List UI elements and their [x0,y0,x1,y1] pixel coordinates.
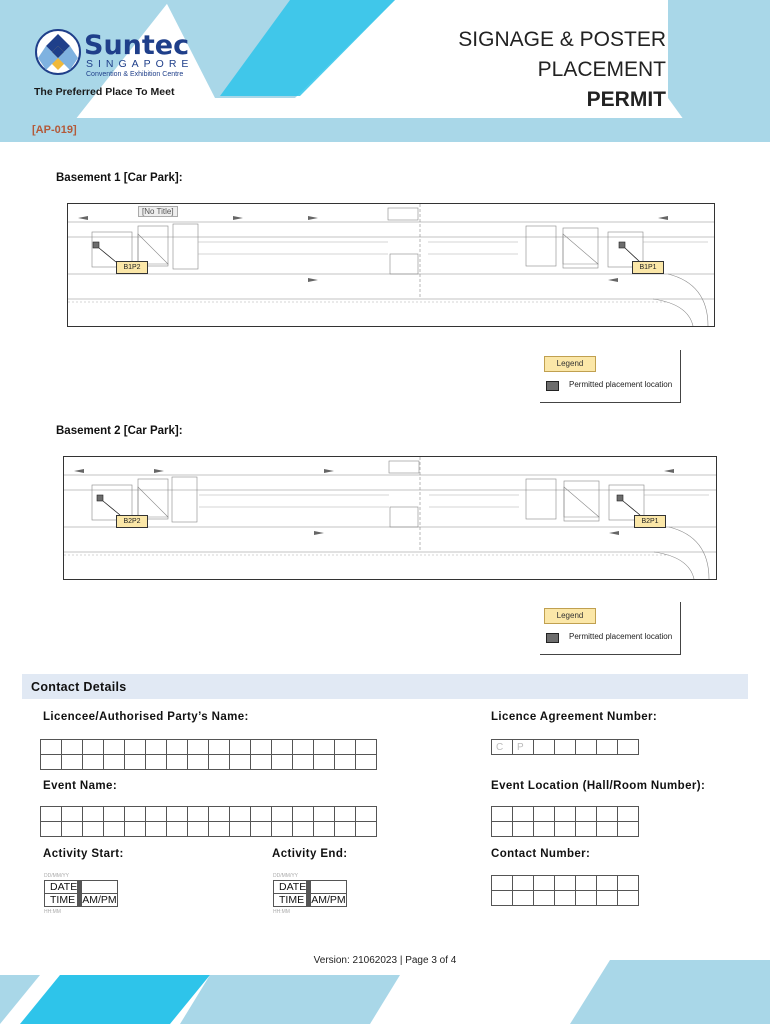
grid-cell[interactable] [230,807,251,822]
grid-cell[interactable] [83,807,104,822]
contact-number-grid[interactable] [491,875,639,906]
activity-end-table[interactable] [273,880,347,907]
grid-cell[interactable] [104,740,125,755]
legend-title: Legend [544,356,596,372]
grid-cell[interactable] [492,822,513,837]
grid-cell[interactable] [209,740,230,755]
grid-cell[interactable] [230,822,251,837]
brand-name: Suntec [84,30,190,61]
legend-item: Permitted placement location [569,380,673,389]
basement1-legend [540,350,681,403]
grid-cell[interactable] [335,740,356,755]
title-line-3: PERMIT [586,88,666,111]
grid-cell[interactable] [576,876,597,891]
grid-cell[interactable] [555,891,576,906]
grid-cell[interactable] [534,807,555,822]
grid-cell[interactable] [597,891,618,906]
grid-cell[interactable] [62,755,83,770]
form-code: [AP-019] [32,124,77,136]
grid-cell[interactable] [146,822,167,837]
grid-cell[interactable] [188,755,209,770]
grid-cell[interactable] [335,822,356,837]
basement2-plan-drawing [64,457,716,579]
grid-cell[interactable] [492,891,513,906]
grid-cell[interactable] [513,807,534,822]
basement1-label: Basement 1 [Car Park]: [56,172,183,184]
grid-cell[interactable] [104,807,125,822]
date-label: DATE [274,881,307,894]
grid-cell[interactable] [314,755,335,770]
grid-cell[interactable] [513,876,534,891]
grid-cell[interactable] [335,807,356,822]
time-label: TIME [45,894,78,907]
basement2-label: Basement 2 [Car Park]: [56,425,183,437]
basement2-tag-left: B2P2 [116,515,148,528]
basement2-tag-right: B2P1 [634,515,666,528]
footer-shape-cyan [20,975,210,1024]
agreement-cell[interactable] [597,740,618,755]
grid-cell[interactable] [555,876,576,891]
grid-cell[interactable] [314,822,335,837]
grid-cell[interactable] [576,822,597,837]
grid-cell[interactable] [293,740,314,755]
grid-cell[interactable] [83,822,104,837]
legend-title: Legend [544,608,596,624]
basement1-floor-plan [67,203,715,327]
grid-cell[interactable] [188,740,209,755]
basement1-tag-right: B1P1 [632,261,664,274]
time-format-hint: HH:MM [273,909,290,915]
grid-cell[interactable] [272,822,293,837]
grid-cell[interactable] [146,755,167,770]
grid-cell[interactable] [209,755,230,770]
contact-details-title: Contact Details [31,680,127,694]
basement2-floor-plan [63,456,717,580]
basement2-legend [540,602,681,655]
grid-cell[interactable] [534,822,555,837]
grid-cell[interactable] [251,755,272,770]
grid-cell[interactable] [41,807,62,822]
grid-cell[interactable] [618,822,639,837]
legend-swatch [546,633,559,643]
grid-cell[interactable] [188,822,209,837]
time-format-hint: HH:MM [44,909,61,915]
grid-cell[interactable] [356,740,377,755]
grid-cell[interactable] [41,740,62,755]
grid-cell[interactable] [597,807,618,822]
grid-cell[interactable] [576,807,597,822]
footer-version: Version: 21062023 | Page 3 of 4 [313,955,457,966]
activity-end-label: Activity End: [272,848,348,860]
grid-cell[interactable] [356,822,377,837]
grid-cell[interactable] [41,822,62,837]
grid-cell[interactable] [41,755,62,770]
agreement-cell[interactable]: C [492,740,513,755]
brand-subtitle: SINGAPORE [86,58,194,70]
grid-cell[interactable] [251,822,272,837]
grid-cell[interactable] [83,740,104,755]
grid-cell[interactable] [272,807,293,822]
grid-cell[interactable] [293,807,314,822]
grid-cell[interactable] [146,740,167,755]
header-band [0,118,770,142]
grid-cell[interactable] [314,807,335,822]
grid-cell[interactable] [293,822,314,837]
grid-cell[interactable] [104,822,125,837]
basement1-tag-left: B1P2 [116,261,148,274]
grid-cell[interactable] [356,755,377,770]
agreement-number-label: Licence Agreement Number: [491,711,658,723]
date-format-hint: DD/MM/YY [44,873,69,879]
grid-cell[interactable] [618,807,639,822]
licencee-name-grid[interactable] [40,739,377,770]
grid-cell[interactable] [272,755,293,770]
grid-cell[interactable] [230,755,251,770]
brand-subtitle-2: Convention & Exhibition Centre [86,71,184,78]
ampm-label[interactable]: AM/PM [311,894,346,906]
date-cell[interactable] [82,881,117,894]
contact-number-label: Contact Number: [491,848,591,860]
tagline: The Preferred Place To Meet [34,86,175,98]
legend-swatch [546,381,559,391]
event-name-label: Event Name: [43,780,118,792]
time-label: TIME [274,894,307,907]
grid-cell[interactable] [314,740,335,755]
date-cell[interactable] [311,881,346,894]
grid-cell[interactable] [597,822,618,837]
grid-cell[interactable] [167,755,188,770]
footer-shape-right [570,960,770,1024]
grid-cell[interactable] [146,807,167,822]
grid-cell[interactable] [513,822,534,837]
grid-cell[interactable] [492,876,513,891]
grid-cell[interactable] [534,876,555,891]
agreement-number-grid[interactable] [491,739,639,755]
grid-cell[interactable] [513,891,534,906]
event-location-label: Event Location (Hall/Room Number): [491,780,706,792]
grid-cell[interactable] [555,807,576,822]
grid-cell[interactable] [62,807,83,822]
grid-cell[interactable] [167,822,188,837]
event-name-grid[interactable] [40,806,377,837]
grid-cell[interactable] [251,807,272,822]
title-line-2: PLACEMENT [537,58,666,81]
agreement-cell[interactable] [576,740,597,755]
suntec-logo-icon [34,28,82,76]
grid-cell[interactable] [188,807,209,822]
title-line-1: SIGNAGE & POSTER [458,28,666,51]
grid-cell[interactable] [534,891,555,906]
grid-cell[interactable] [62,740,83,755]
grid-cell[interactable] [293,755,314,770]
event-location-grid[interactable] [491,806,639,837]
date-label: DATE [45,881,78,894]
footer-shape-mid [180,975,400,1024]
grid-cell[interactable] [492,807,513,822]
contact-details-header [22,674,748,699]
grid-cell[interactable] [209,807,230,822]
grid-cell[interactable] [555,822,576,837]
grid-cell[interactable] [83,755,104,770]
grid-cell[interactable] [167,740,188,755]
grid-cell[interactable] [125,807,146,822]
basement1-no-title: [No Title] [138,206,178,217]
agreement-cell[interactable] [555,740,576,755]
grid-cell[interactable] [335,755,356,770]
grid-cell[interactable] [104,755,125,770]
grid-cell[interactable] [618,891,639,906]
activity-start-table[interactable] [44,880,118,907]
legend-item: Permitted placement location [569,632,673,641]
grid-cell[interactable] [125,822,146,837]
grid-cell[interactable] [125,755,146,770]
grid-cell[interactable] [356,807,377,822]
grid-cell[interactable] [597,876,618,891]
grid-cell[interactable] [125,740,146,755]
ampm-label[interactable]: AM/PM [82,894,117,906]
grid-cell[interactable] [167,807,188,822]
licencee-name-label: Licencee/Authorised Party’s Name: [43,711,249,723]
agreement-cell[interactable] [534,740,555,755]
agreement-cell[interactable] [618,740,639,755]
grid-cell[interactable] [618,876,639,891]
grid-cell[interactable] [576,891,597,906]
grid-cell[interactable] [251,740,272,755]
grid-cell[interactable] [272,740,293,755]
grid-cell[interactable] [62,822,83,837]
grid-cell[interactable] [230,740,251,755]
agreement-cell[interactable]: P [513,740,534,755]
date-format-hint: DD/MM/YY [273,873,298,879]
basement1-plan-drawing [68,204,714,326]
activity-start-label: Activity Start: [43,848,124,860]
grid-cell[interactable] [209,822,230,837]
